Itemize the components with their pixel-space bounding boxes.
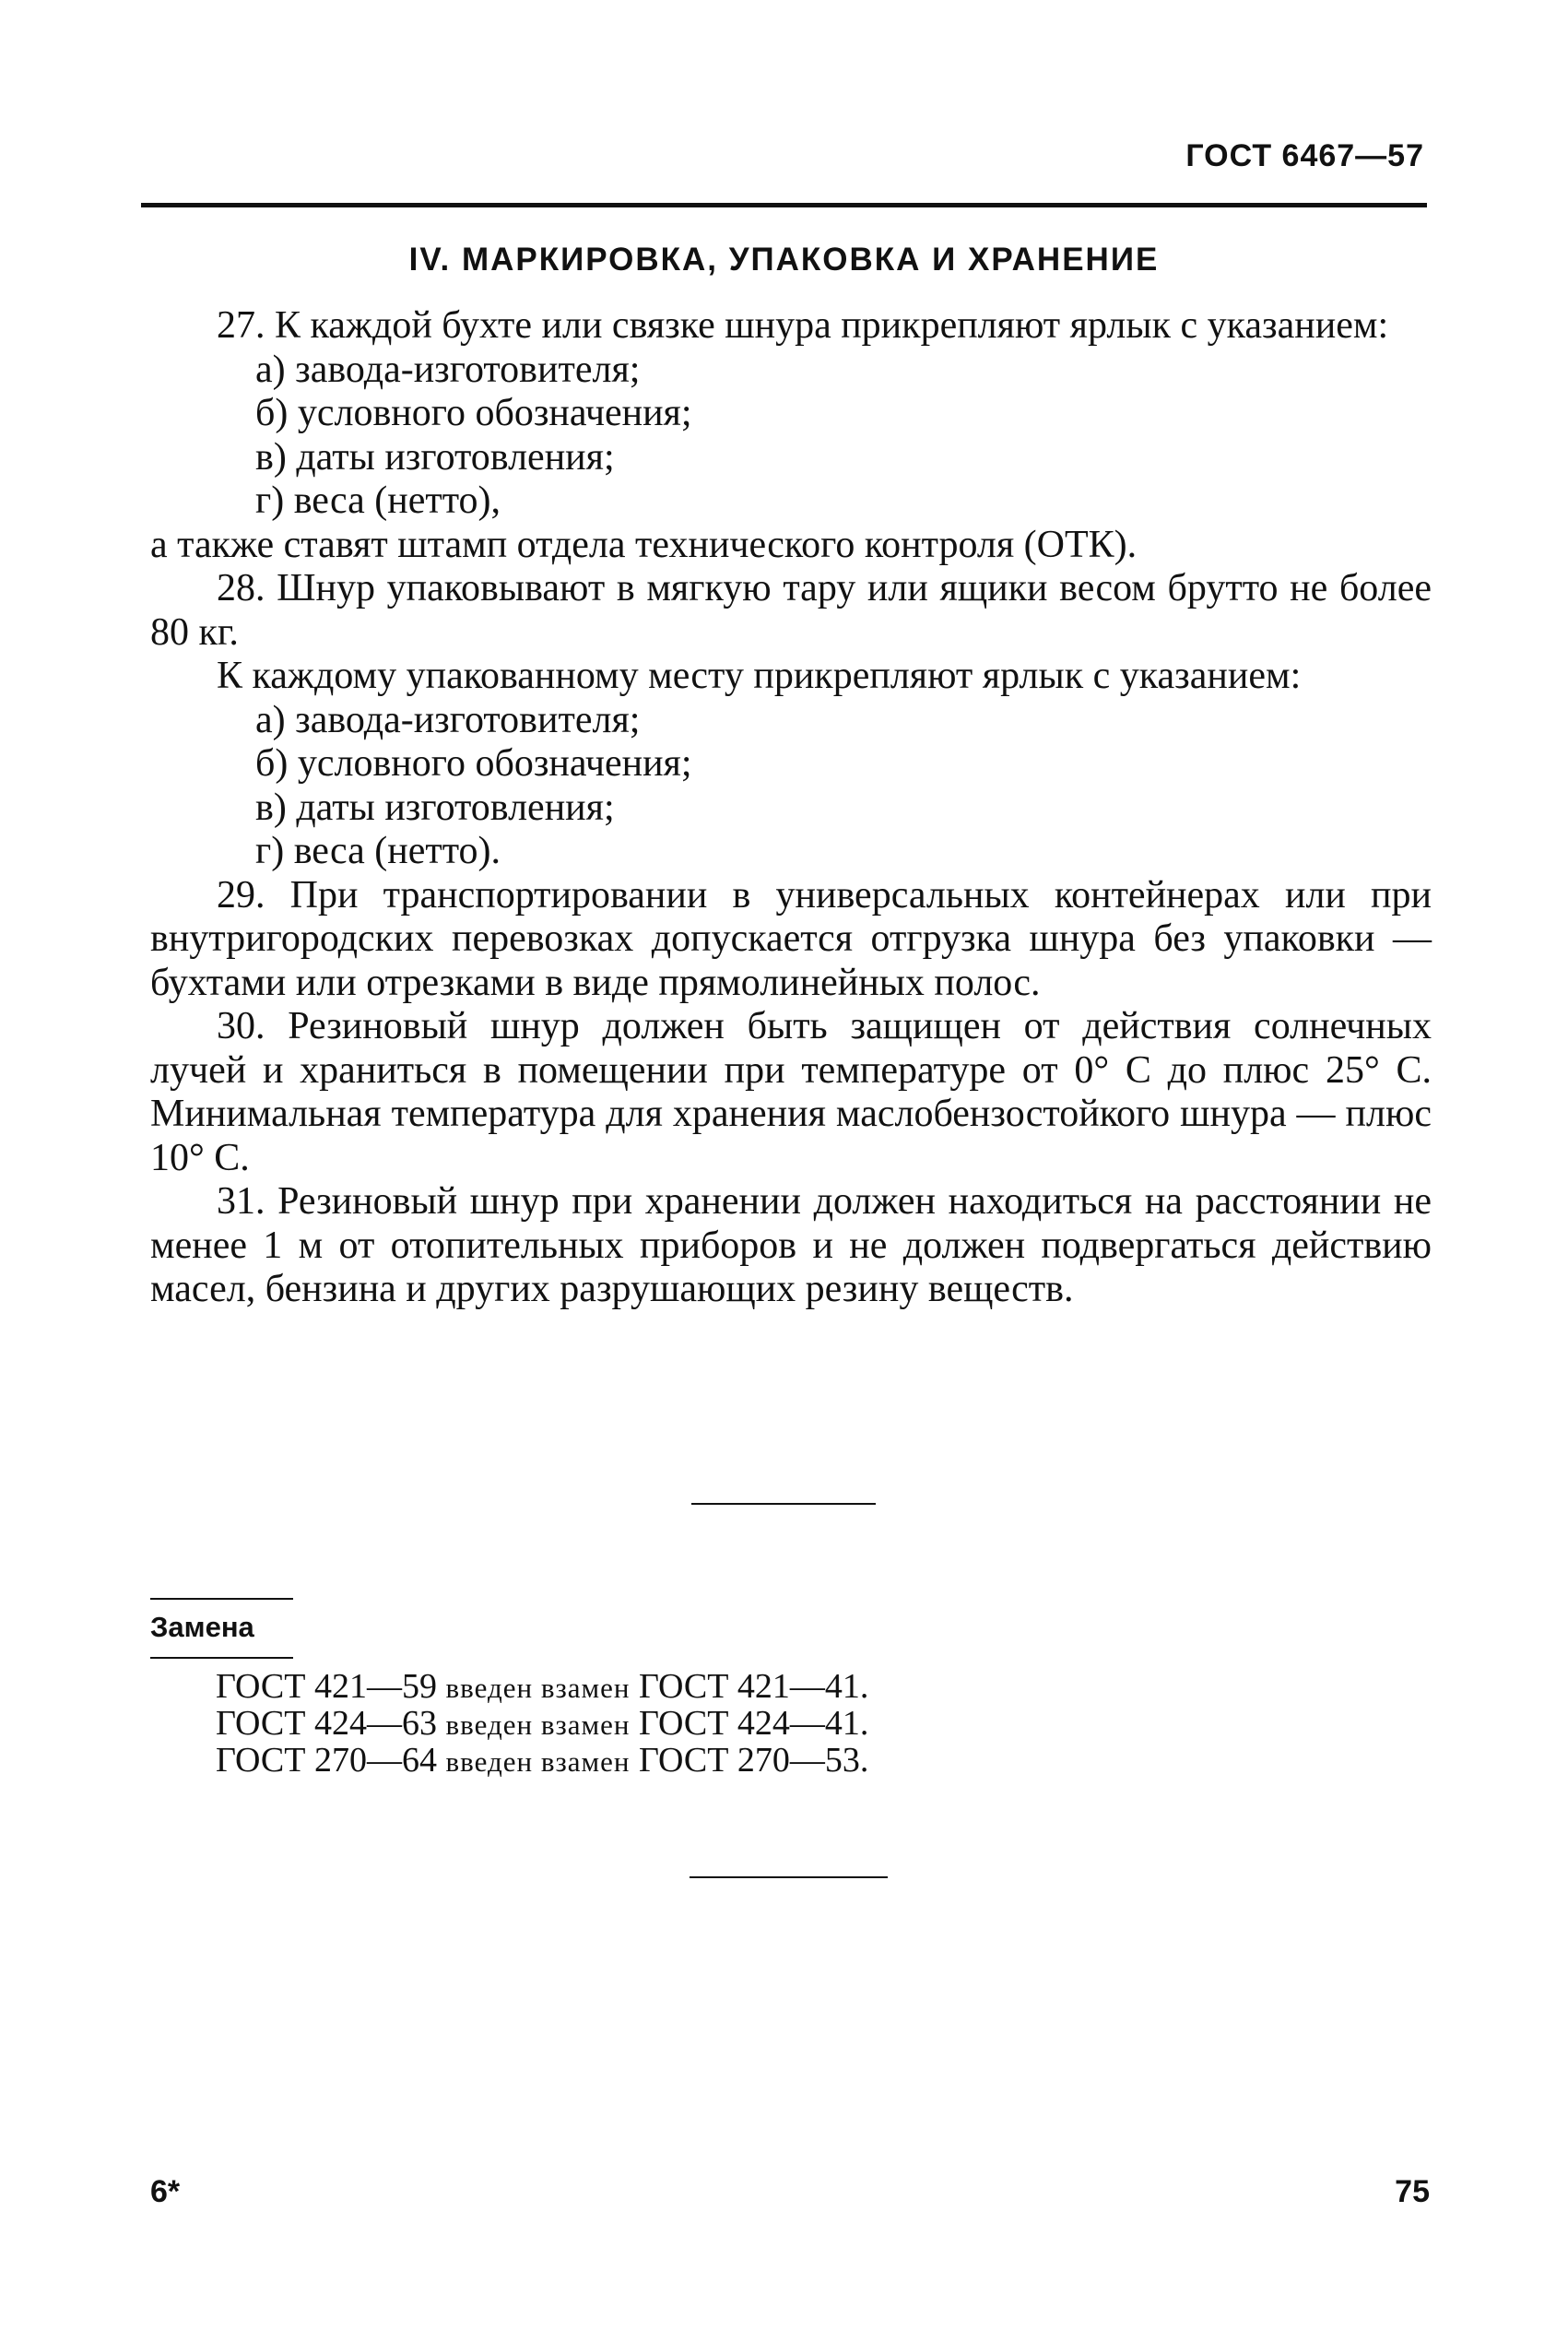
separator-rule <box>690 1876 888 1878</box>
page-number: 75 <box>1395 2174 1430 2209</box>
paragraph-29: 29. При транспортировании в универсальных контейнерах или при внутригородских перевозках допускается отгрузка шнура без упаковки — бухтами или отрезками в виде прямолинейных полос. <box>150 873 1432 1004</box>
document-code: ГОСТ 6467—57 <box>1185 138 1424 173</box>
paragraph-28: 28. Шнур упаковывают в мягкую тару или ящики весом брутто не более 80 кг. <box>150 567 1432 654</box>
signature-mark: 6* <box>150 2174 181 2209</box>
paragraph-27: 27. К каждой бухте или связке шнура прикрепляют ярлык с указанием: <box>217 304 1389 347</box>
old-standard: ГОСТ 270—53. <box>638 1741 869 1780</box>
replacement-phrase: введен взамен <box>445 1672 631 1704</box>
paragraph-30: 30. Резиновый шнур должен быть защищен от действия солнечных лучей и храниться в помещении при температуре от 0° С до плюс 25° С. Минимальная температура для хранения маслобензостойкого шнура — плюс 10° С. <box>150 1005 1432 1179</box>
replacement-row <box>216 1743 868 1780</box>
paragraph-28-label: К каждому упакованному месту прикрепляют ярлык с указанием: <box>217 655 1302 697</box>
replacement-row <box>216 1669 868 1706</box>
list-item: б) условного обозначения; <box>255 742 692 785</box>
new-standard: ГОСТ 421—59 <box>216 1667 437 1706</box>
list-item: г) веса (нетто). <box>255 830 501 872</box>
document-body <box>150 304 1432 1312</box>
list-item: б) условного обозначения; <box>255 392 692 434</box>
list-item: в) даты изготовления; <box>255 435 615 479</box>
list-item: г) веса (нетто), <box>255 479 501 522</box>
section-title: IV. МАРКИРОВКА, УПАКОВКА И ХРАНЕНИЕ <box>408 242 1160 278</box>
replacement-row <box>216 1706 868 1743</box>
list-item: в) даты изготовления; <box>255 786 615 829</box>
new-standard: ГОСТ 270—64 <box>216 1741 437 1780</box>
replacement-phrase: введен взамен <box>445 1745 631 1778</box>
replacement-bottom-rule <box>150 1657 293 1659</box>
paragraph-27-tail: а также ставят штамп отдела технического контроля (ОТК). <box>150 523 1138 566</box>
old-standard: ГОСТ 424—41. <box>638 1704 869 1743</box>
old-standard: ГОСТ 421—41. <box>638 1667 869 1706</box>
separator-rule <box>691 1503 876 1505</box>
list-item: а) завода-изготовителя; <box>255 348 641 391</box>
header-rule <box>141 203 1427 207</box>
replacement-title: Замена <box>150 1611 254 1643</box>
replacement-list <box>216 1669 868 1780</box>
new-standard: ГОСТ 424—63 <box>216 1704 437 1743</box>
paragraph-31: 31. Резиновый шнур при хранении должен находиться на расстоянии не менее 1 м от отопительных приборов и не должен подвергаться действию масел, бензина и других разрушающих резину веществ. <box>150 1180 1432 1310</box>
replacement-top-rule <box>150 1598 293 1600</box>
replacement-phrase: введен взамен <box>445 1709 631 1741</box>
list-item: а) завода-изготовителя; <box>255 698 641 741</box>
